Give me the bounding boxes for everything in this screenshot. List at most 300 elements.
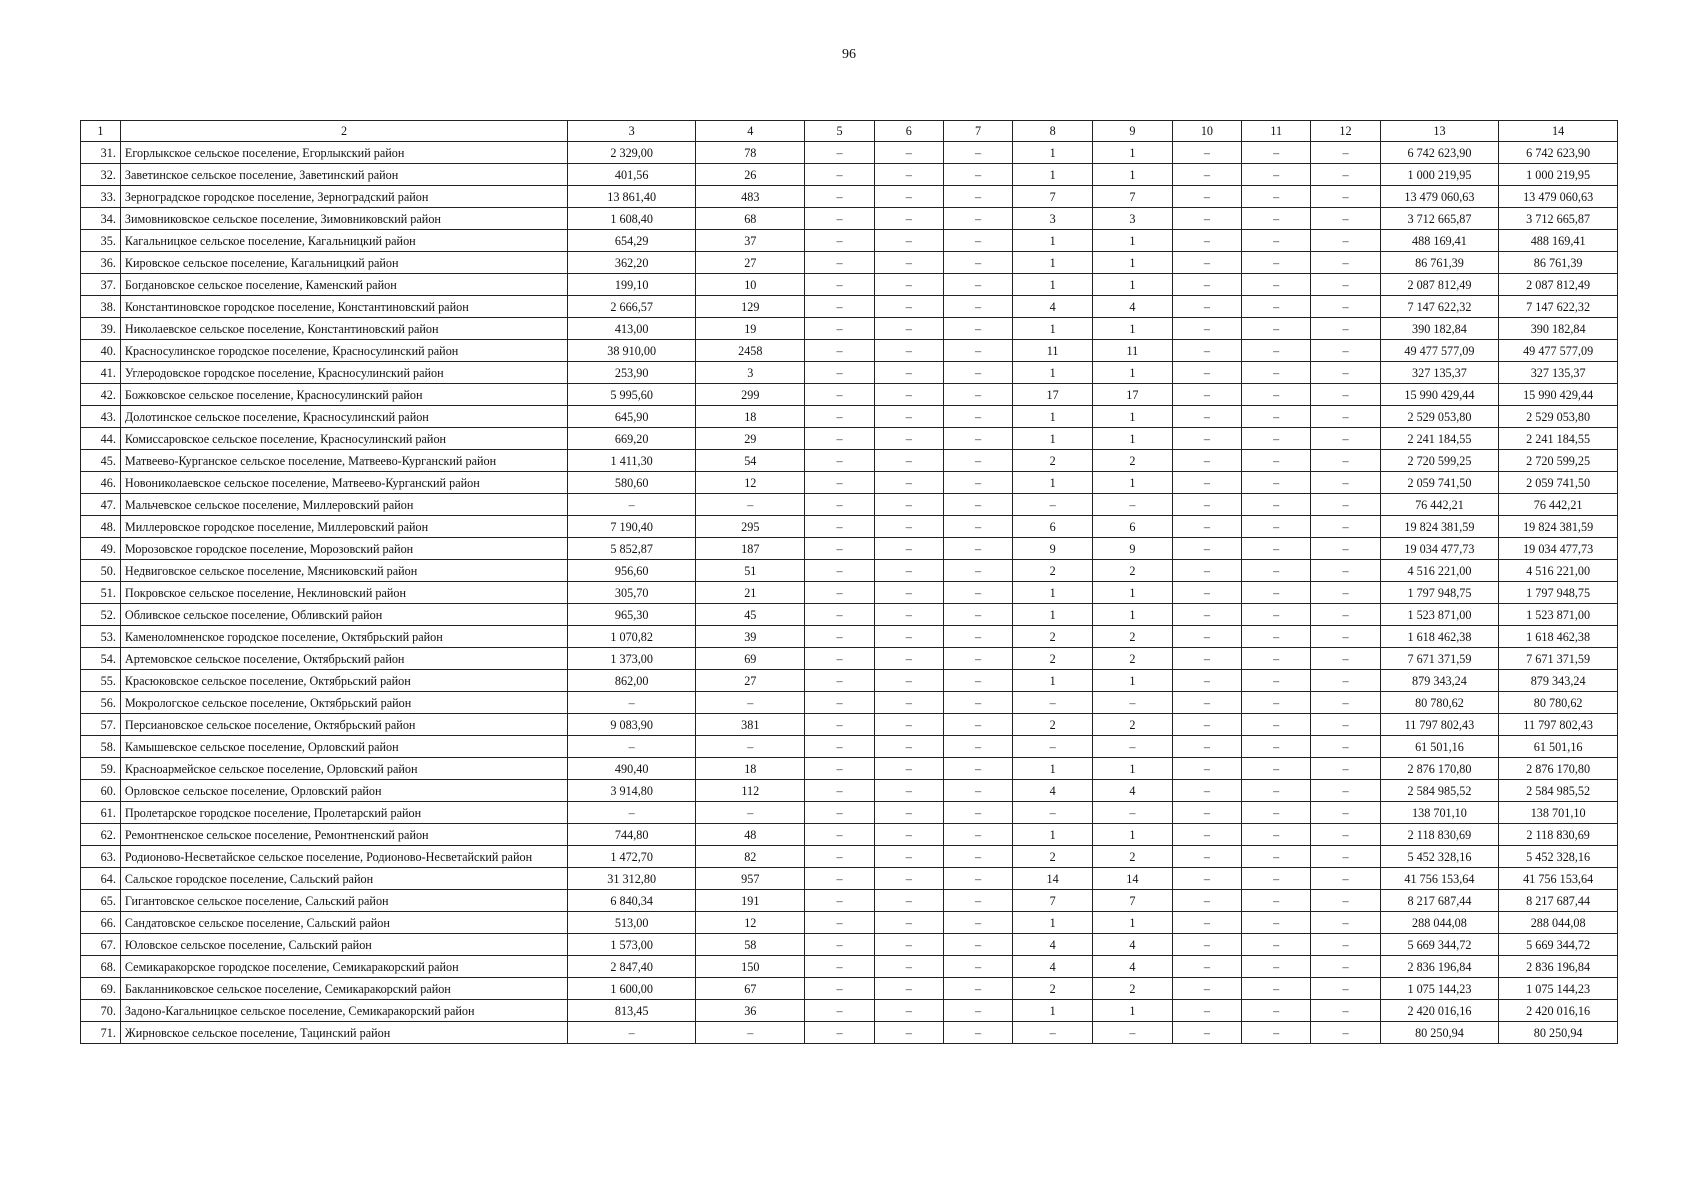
table-cell: 1 [1093,318,1173,340]
table-cell: 49 477 577,09 [1380,340,1499,362]
table-cell: 2 836 196,84 [1380,956,1499,978]
table-cell: 305,70 [568,582,696,604]
row-number: 43. [81,406,121,428]
table-cell: – [1311,186,1380,208]
table-cell: – [1242,516,1311,538]
settlement-name: Сандатовское сельское поселение, Сальский район [120,912,567,934]
settlement-name: Гигантовское сельское поселение, Сальский район [120,890,567,912]
row-number: 70. [81,1000,121,1022]
table-cell: – [943,208,1012,230]
table-cell: 513,00 [568,912,696,934]
table-cell: 483 [696,186,805,208]
table-cell: – [943,230,1012,252]
table-cell: 413,00 [568,318,696,340]
table-cell: – [874,626,943,648]
table-cell: 1 [1093,604,1173,626]
table-cell: – [805,164,874,186]
table-cell: – [943,1000,1012,1022]
settlement-name: Ремонтненское сельское поселение, Ремонтненский район [120,824,567,846]
table-cell: – [805,560,874,582]
table-cell: – [874,648,943,670]
settlement-name: Покровское сельское поселение, Неклиновский район [120,582,567,604]
table-cell: 1 075 144,23 [1380,978,1499,1000]
table-row [81,428,1618,450]
table-cell: – [1311,428,1380,450]
table-cell: 1 [1013,142,1093,164]
table-cell: 138 701,10 [1380,802,1499,824]
table-cell: – [1311,142,1380,164]
settlement-name: Красноармейское сельское поселение, Орловский район [120,758,567,780]
table-cell: 7 [1013,186,1093,208]
table-cell: – [874,758,943,780]
table-cell: – [943,274,1012,296]
table-cell: – [1242,252,1311,274]
table-cell: 4 [1093,934,1173,956]
table-cell: – [943,670,1012,692]
table-row [81,648,1618,670]
table-cell: 39 [696,626,805,648]
table-cell: – [874,604,943,626]
table-cell: 390 182,84 [1499,318,1618,340]
settlement-name: Пролетарское городское поселение, Пролетарский район [120,802,567,824]
table-cell: 1 797 948,75 [1380,582,1499,604]
table-cell: 199,10 [568,274,696,296]
table-cell: – [874,142,943,164]
table-cell: – [874,846,943,868]
table-cell: 6 [1013,516,1093,538]
settlement-name: Красюковское сельское поселение, Октябрьский район [120,670,567,692]
table-cell: – [874,824,943,846]
table-row [81,472,1618,494]
table-cell: 1 [1013,362,1093,384]
table-cell: – [1172,692,1241,714]
settlement-name: Мокрологское сельское поселение, Октябрьский район [120,692,567,714]
row-number: 39. [81,318,121,340]
table-cell: 58 [696,934,805,956]
table-cell: 2 420 016,16 [1499,1000,1618,1022]
row-number: 32. [81,164,121,186]
table-row [81,450,1618,472]
table-cell: – [874,252,943,274]
table-cell: – [1242,274,1311,296]
table-cell: – [1311,318,1380,340]
table-cell: 61 501,16 [1380,736,1499,758]
table-cell: 957 [696,868,805,890]
settlement-name: Бакланниковское сельское поселение, Семикаракорский район [120,978,567,1000]
table-cell: – [1172,186,1241,208]
table-cell: – [1172,318,1241,340]
table-cell: 2 584 985,52 [1380,780,1499,802]
settlement-name: Зерноградское городское поселение, Зерноградский район [120,186,567,208]
row-number: 56. [81,692,121,714]
table-cell: 14 [1013,868,1093,890]
row-number: 68. [81,956,121,978]
table-cell: – [805,604,874,626]
table-cell: – [805,186,874,208]
page-number: 96 [842,47,856,62]
column-header: 3 [568,121,696,142]
table-cell: 48 [696,824,805,846]
settlement-name: Родионово-Несветайское сельское поселение, Родионово-Несветайский район [120,846,567,868]
table-cell: – [1172,1000,1241,1022]
table-cell: 7 190,40 [568,516,696,538]
table-cell: – [1311,670,1380,692]
table-cell: 4 [1093,296,1173,318]
table-cell: – [696,802,805,824]
table-cell: 7 671 371,59 [1499,648,1618,670]
table-cell: – [943,362,1012,384]
table-cell: 2 118 830,69 [1380,824,1499,846]
table-cell: 2 876 170,80 [1380,758,1499,780]
table-cell: – [1242,340,1311,362]
table-cell: – [874,868,943,890]
table-cell: 1 373,00 [568,648,696,670]
table-cell: 12 [696,912,805,934]
table-cell: 76 442,21 [1380,494,1499,516]
table-cell: – [1242,538,1311,560]
table-cell: 1 573,00 [568,934,696,956]
settlement-name: Егорлыкское сельское поселение, Егорлыкский район [120,142,567,164]
table-cell: – [943,934,1012,956]
table-cell: – [1172,912,1241,934]
settlement-name: Миллеровское городское поселение, Миллеровский район [120,516,567,538]
column-header: 7 [943,121,1012,142]
row-number: 50. [81,560,121,582]
table-cell: 1 [1093,230,1173,252]
row-number: 67. [81,934,121,956]
table-cell: 956,60 [568,560,696,582]
table-cell: – [943,692,1012,714]
table-cell: – [874,296,943,318]
table-row [81,318,1618,340]
table-cell: 80 780,62 [1380,692,1499,714]
table-cell: 41 756 153,64 [1380,868,1499,890]
table-row [81,824,1618,846]
table-row [81,230,1618,252]
table-cell: – [805,824,874,846]
settlement-name: Кагальницкое сельское поселение, Кагальницкий район [120,230,567,252]
table-cell: – [805,978,874,1000]
table-cell: 7 [1093,186,1173,208]
table-cell: – [1242,472,1311,494]
table-cell: – [874,802,943,824]
table-cell: – [1311,582,1380,604]
table-cell: 1 [1013,582,1093,604]
table-cell: – [874,670,943,692]
table-cell: – [943,978,1012,1000]
table-cell: 1 600,00 [568,978,696,1000]
table-cell: 1 [1013,230,1093,252]
table-cell: – [568,736,696,758]
table-cell: 1 472,70 [568,846,696,868]
table-cell: – [1311,362,1380,384]
table-cell: – [805,538,874,560]
table-cell: – [1242,846,1311,868]
table-cell: – [805,626,874,648]
table-cell: 1 [1093,428,1173,450]
table-cell: – [1311,780,1380,802]
table-cell: 2 329,00 [568,142,696,164]
table-cell: – [1242,956,1311,978]
settlement-name: Сальское городское поселение, Сальский район [120,868,567,890]
table-cell: – [943,472,1012,494]
table-cell: 41 756 153,64 [1499,868,1618,890]
settlement-name: Богдановское сельское поселение, Каменский район [120,274,567,296]
table-cell: 1 [1093,164,1173,186]
table-cell: – [874,450,943,472]
settlement-name: Матвеево-Курганское сельское поселение, Матвеево-Курганский район [120,450,567,472]
table-cell: 14 [1093,868,1173,890]
table-row [81,714,1618,736]
table-cell: – [943,890,1012,912]
table-cell: 68 [696,208,805,230]
row-number: 33. [81,186,121,208]
table-cell: – [1242,164,1311,186]
table-cell: – [1311,164,1380,186]
table-cell: – [943,714,1012,736]
table-cell: – [1172,230,1241,252]
table-cell: 362,20 [568,252,696,274]
table-cell: – [1172,758,1241,780]
table-cell: – [1172,406,1241,428]
table-cell: – [805,318,874,340]
table-row [81,164,1618,186]
table-cell: – [1172,604,1241,626]
table-row [81,692,1618,714]
table-cell: 19 034 477,73 [1380,538,1499,560]
table-cell: – [805,450,874,472]
table-cell: 18 [696,758,805,780]
table-cell: – [1172,934,1241,956]
table-cell: 390 182,84 [1380,318,1499,340]
table-cell: 879 343,24 [1499,670,1618,692]
column-header: 8 [1013,121,1093,142]
table-cell: 27 [696,670,805,692]
table-cell: – [1311,714,1380,736]
row-number: 37. [81,274,121,296]
table-cell: – [1242,978,1311,1000]
table-cell: 2 [1093,626,1173,648]
table-cell: – [805,758,874,780]
table-row [81,296,1618,318]
table-cell: – [874,1000,943,1022]
row-number: 63. [81,846,121,868]
table-cell: – [805,582,874,604]
table-cell: – [1242,230,1311,252]
table-cell: – [1242,318,1311,340]
table-cell: – [1172,824,1241,846]
settlement-name: Заветинское сельское поселение, Заветинский район [120,164,567,186]
table-row [81,912,1618,934]
table-cell: – [1311,802,1380,824]
table-cell: – [1013,692,1093,714]
table-cell: – [1172,472,1241,494]
table-cell: – [1242,912,1311,934]
table-cell: 7 [1093,890,1173,912]
table-cell: 2 529 053,80 [1499,406,1618,428]
table-row [81,274,1618,296]
column-header: 5 [805,121,874,142]
table-cell: 49 477 577,09 [1499,340,1618,362]
row-number: 52. [81,604,121,626]
table-cell: – [943,824,1012,846]
table-cell: – [874,560,943,582]
settlement-name: Константиновское городское поселение, Константиновский район [120,296,567,318]
row-number: 47. [81,494,121,516]
row-number: 35. [81,230,121,252]
table-cell: 4 [1013,780,1093,802]
table-cell: 1 [1093,824,1173,846]
table-cell: – [943,406,1012,428]
table-cell: – [1311,648,1380,670]
table-cell: – [1172,208,1241,230]
column-header: 1 [81,121,121,142]
table-cell: – [805,406,874,428]
table-cell: – [1242,934,1311,956]
table-row [81,626,1618,648]
table-cell: – [943,868,1012,890]
table-row [81,780,1618,802]
settlement-name: Мальчевское сельское поселение, Миллеровский район [120,494,567,516]
table-cell: 327 135,37 [1380,362,1499,384]
column-header: 14 [1499,121,1618,142]
table-cell: 27 [696,252,805,274]
table-cell: – [1311,692,1380,714]
table-cell: – [874,736,943,758]
table-cell: 1 [1013,1000,1093,1022]
table-cell: 5 669 344,72 [1499,934,1618,956]
table-cell: 1 [1013,318,1093,340]
table-cell: 1 [1013,758,1093,780]
table-cell: – [1172,868,1241,890]
column-header: 10 [1172,121,1241,142]
settlement-name: Комиссаровское сельское поселение, Красносулинский район [120,428,567,450]
table-cell: 38 910,00 [568,340,696,362]
table-cell: – [805,868,874,890]
table-cell: – [1311,472,1380,494]
table-cell: 1 075 144,23 [1499,978,1618,1000]
table-cell: – [1311,516,1380,538]
table-cell: – [1093,692,1173,714]
table-cell: 129 [696,296,805,318]
table-row [81,868,1618,890]
table-cell: – [1242,868,1311,890]
table-cell: – [1172,560,1241,582]
table-cell: – [805,274,874,296]
table-cell: – [805,384,874,406]
table-cell: 7 [1013,890,1093,912]
table-cell: – [1172,846,1241,868]
table-cell: 19 034 477,73 [1499,538,1618,560]
table-cell: 2 720 599,25 [1499,450,1618,472]
row-number: 58. [81,736,121,758]
table-cell: 6 742 623,90 [1380,142,1499,164]
table-cell: 2 118 830,69 [1499,824,1618,846]
table-cell: – [1311,890,1380,912]
table-row [81,890,1618,912]
row-number: 42. [81,384,121,406]
settlement-name: Новониколаевское сельское поселение, Матвеево-Курганский район [120,472,567,494]
table-cell: 36 [696,1000,805,1022]
row-number: 53. [81,626,121,648]
table-cell: – [1172,428,1241,450]
table-cell: 2 529 053,80 [1380,406,1499,428]
table-cell: 3 914,80 [568,780,696,802]
table-cell: – [805,648,874,670]
column-header: 4 [696,121,805,142]
table-cell: – [696,1022,805,1044]
row-number: 64. [81,868,121,890]
table-cell: 67 [696,978,805,1000]
table-cell: – [874,516,943,538]
table-cell: 288 044,08 [1380,912,1499,934]
table-cell: 2 [1013,626,1093,648]
table-cell: 3 712 665,87 [1499,208,1618,230]
table-cell: 965,30 [568,604,696,626]
settlement-name: Долотинское сельское поселение, Красносулинский район [120,406,567,428]
table-cell: – [805,1000,874,1022]
table-cell: 18 [696,406,805,428]
table-cell: – [874,714,943,736]
table-cell: – [874,186,943,208]
row-number: 44. [81,428,121,450]
table-cell: – [874,494,943,516]
table-cell: – [1172,956,1241,978]
table-cell: 9 083,90 [568,714,696,736]
row-number: 65. [81,890,121,912]
table-cell: 2 [1013,846,1093,868]
settlement-name: Артемовское сельское поселение, Октябрьский район [120,648,567,670]
column-header: 11 [1242,121,1311,142]
table-cell: – [874,384,943,406]
table-cell: – [1311,604,1380,626]
table-cell: 3 [1013,208,1093,230]
table-cell: 1 [1093,274,1173,296]
table-cell: – [1311,956,1380,978]
table-cell: 82 [696,846,805,868]
table-cell: 7 147 622,32 [1380,296,1499,318]
table-cell: – [1311,1022,1380,1044]
table-cell: – [1093,1022,1173,1044]
table-cell: 2458 [696,340,805,362]
table-cell: 86 761,39 [1499,252,1618,274]
table-cell: 1 [1013,670,1093,692]
table-cell: – [1242,824,1311,846]
table-cell: 1 618 462,38 [1380,626,1499,648]
table-cell: 76 442,21 [1499,494,1618,516]
table-cell: – [1242,296,1311,318]
table-cell: – [805,890,874,912]
table-cell: 5 995,60 [568,384,696,406]
row-number: 69. [81,978,121,1000]
table-row [81,802,1618,824]
table-cell: – [1172,890,1241,912]
table-cell: 4 516 221,00 [1380,560,1499,582]
table-cell: 51 [696,560,805,582]
table-cell: – [1311,824,1380,846]
table-cell: – [1013,494,1093,516]
table-cell: – [805,912,874,934]
table-cell: 2 [1093,560,1173,582]
table-cell: 2 [1013,560,1093,582]
row-number: 36. [81,252,121,274]
table-cell: 1 [1013,252,1093,274]
table-cell: – [943,1022,1012,1044]
table-cell: 1 [1013,912,1093,934]
table-cell: 4 [1013,934,1093,956]
table-cell: 1 523 871,00 [1380,604,1499,626]
table-cell: – [1242,450,1311,472]
